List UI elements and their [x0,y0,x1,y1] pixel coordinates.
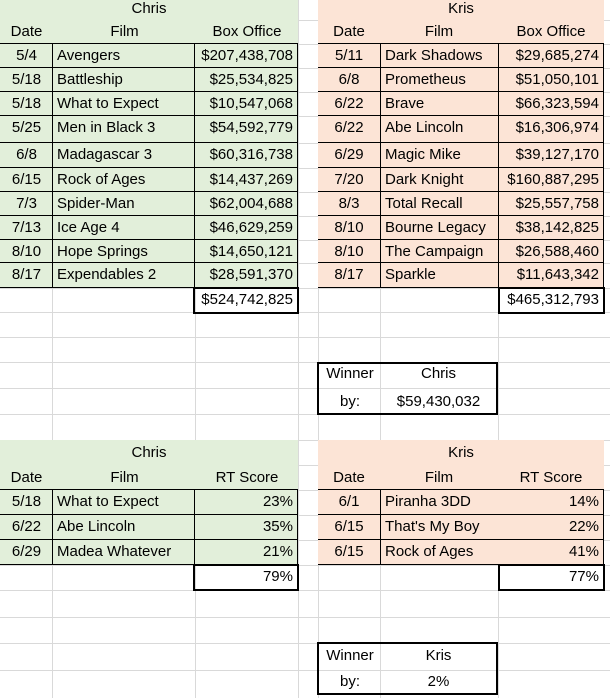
kris-rt-right-border [603,490,604,565]
kris-box-office-date-cell: 6/29 [334,146,364,163]
chris-right-border [297,44,298,288]
chris-box-office-date-cell: 8/10 [11,243,42,260]
chris-box-office-value-cell: $10,547,068 [209,95,293,112]
row-border [0,489,298,490]
kris-rt-film-cell: Rock of Ages [385,543,474,560]
chris-box-office-date-cell: 7/13 [11,219,42,236]
kris-header-box-office: Box Office [516,23,586,40]
row-border [0,262,298,263]
kris-box-office-value-cell: $25,557,758 [515,195,599,212]
box-office-winner-by-label: by: [339,393,360,410]
chris-rt-film-cell: What to Expect [57,493,159,510]
kris-rt-header-film: Film [424,469,454,486]
row-border [318,514,604,515]
kris-box-office-film-cell: Abe Lincoln [385,119,464,136]
row-border [0,215,298,216]
kris-rt-date-cell: 6/1 [338,493,360,510]
chris-box-office-date-cell: 6/8 [16,146,37,163]
chris-rt-value-cell: 35% [262,518,293,535]
row-border [318,91,604,92]
kris-box-office-value-cell: $39,127,170 [515,146,599,163]
chris-box-office-value-cell: $62,004,688 [209,195,293,212]
row-border [0,539,298,540]
kris-box-office-title: Kris [448,0,474,17]
kris-box-office-film-cell: Sparkle [385,266,436,283]
row-border [318,262,604,263]
kris-box-office-date-cell: 7/20 [334,171,364,188]
chris-box-office-date-cell: 5/18 [11,95,42,112]
kris-rt-value-cell: 22% [568,518,599,535]
chris-box-office-date-cell: 5/4 [16,47,37,64]
rt-winner-name: Kris [425,647,452,664]
chris-box-office-value-cell: $46,629,259 [209,219,293,236]
chris-film-value-divider [194,44,195,288]
chris-rt-film-value-divider [194,490,195,565]
kris-box-office-film-cell: Brave [385,95,425,112]
row-border [318,239,604,240]
kris-box-office-date-cell: 6/22 [334,95,364,112]
chris-rt-header-film: Film [110,469,139,486]
chris-date-film-divider [52,44,53,288]
row-border [318,167,604,168]
chris-rt-date-film-divider [52,490,53,565]
kris-right-border [603,44,604,288]
kris-box-office-value-cell: $38,142,825 [515,219,599,236]
kris-box-office-film-cell: Bourne Legacy [385,219,486,236]
kris-box-office-date-cell: 8/3 [338,195,360,212]
rt-winner-label: Winner [326,647,374,664]
chris-box-office-film-cell: Men in Black 3 [57,119,156,136]
kris-box-office-date-cell: 8/10 [334,243,364,260]
chris-box-office-title: Chris [131,0,167,17]
kris-box-office-value-cell: $66,323,594 [515,95,599,112]
rt-winner-margin: 2% [427,673,450,690]
kris-box-office-film-cell: Total Recall [385,195,463,212]
kris-rt-date-film-divider [380,490,381,565]
kris-header-date: Date [333,23,365,40]
chris-rt-right-border [297,490,298,565]
row-border [318,115,604,116]
kris-box-office-film-cell: Prometheus [385,71,466,88]
chris-rt-header-date: Date [10,469,43,486]
rt-winner-by-label: by: [339,673,360,690]
kris-box-office-value-cell: $29,685,274 [515,47,599,64]
chris-box-office-date-cell: 8/17 [11,266,42,283]
chris-rt-total: 79% [262,568,293,585]
row-border [318,43,604,44]
chris-box-office-total: $524,742,825 [201,291,293,308]
chris-box-office-film-cell: What to Expect [57,95,159,112]
kris-box-office-value-cell: $26,588,460 [515,243,599,260]
row-border [318,142,604,143]
chris-box-office-film-cell: Avengers [57,47,121,64]
row-border [318,191,604,192]
chris-box-office-value-cell: $54,592,779 [209,119,293,136]
row-border [0,514,298,515]
kris-box-office-date-cell: 5/11 [334,47,364,64]
kris-header-film: Film [424,23,454,40]
kris-date-film-divider [380,44,381,288]
chris-box-office-film-cell: Expendables 2 [57,266,157,283]
chris-rt-title: Chris [131,444,167,461]
chris-box-office-date-cell: 5/25 [11,119,42,136]
kris-rt-total: 77% [568,568,599,585]
kris-rt-header-date: Date [333,469,365,486]
row-border [0,167,298,168]
chris-box-office-date-cell: 7/3 [16,195,37,212]
kris-rt-value-cell: 14% [568,493,599,510]
chris-rt-value-cell: 23% [262,493,293,510]
kris-rt-date-cell: 6/15 [334,543,364,560]
kris-box-office-date-cell: 8/10 [334,219,364,236]
chris-header-box-office: Box Office [212,23,282,40]
row-border [0,67,298,68]
kris-box-office-value-cell: $160,887,295 [507,171,599,188]
box-office-winner-label: Winner [326,365,374,382]
kris-rt-film-cell: That's My Boy [385,518,480,535]
chris-box-office-value-cell: $207,438,708 [201,47,293,64]
row-border [318,67,604,68]
chris-rt-header-score: RT Score [215,469,279,486]
chris-box-office-value-cell: $14,650,121 [209,243,293,260]
kris-box-office-value-cell: $11,643,342 [516,266,599,283]
chris-box-office-value-cell: $28,591,370 [209,266,293,283]
chris-box-office-film-cell: Ice Age 4 [57,219,120,236]
box-office-winner-margin: $59,430,032 [396,393,481,410]
kris-box-office-film-cell: Dark Shadows [385,47,483,64]
row-border [0,43,298,44]
chris-rt-date-cell: 6/22 [11,518,42,535]
chris-box-office-film-cell: Battleship [57,71,123,88]
row-border [318,489,604,490]
row-border [0,142,298,143]
chris-rt-date-cell: 5/18 [11,493,42,510]
chris-box-office-value-cell: $14,437,269 [209,171,293,188]
kris-film-value-divider [498,44,499,288]
chris-rt-value-cell: 21% [262,543,293,560]
chris-box-office-film-cell: Rock of Ages [57,171,146,188]
row-border [0,91,298,92]
chris-box-office-film-cell: Madagascar 3 [57,146,153,163]
kris-rt-title: Kris [448,444,474,461]
kris-rt-value-cell: 41% [568,543,599,560]
chris-rt-film-cell: Abe Lincoln [57,518,136,535]
chris-header-date: Date [10,23,43,40]
kris-box-office-film-cell: Dark Knight [385,171,464,188]
chris-box-office-value-cell: $60,316,738 [209,146,293,163]
kris-box-office-value-cell: $51,050,101 [515,71,599,88]
chris-box-office-value-cell: $25,534,825 [209,71,293,88]
kris-box-office-date-cell: 8/17 [334,266,364,283]
kris-box-office-film-cell: The Campaign [385,243,484,260]
chris-box-office-film-cell: Hope Springs [57,243,148,260]
row-border [0,115,298,116]
kris-box-office-value-cell: $16,306,974 [515,119,599,136]
kris-box-office-date-cell: 6/8 [338,71,360,88]
kris-box-office-film-cell: Magic Mike [385,146,461,163]
chris-box-office-date-cell: 5/18 [11,71,42,88]
chris-box-office-film-cell: Spider-Man [57,195,135,212]
box-office-winner-name: Chris [420,365,456,382]
kris-rt-header-score: RT Score [519,469,583,486]
chris-rt-film-cell: Madea Whatever [57,543,172,560]
kris-rt-film-cell: Piranha 3DD [385,493,471,510]
kris-box-office-total: $465,312,793 [507,291,599,308]
kris-rt-date-cell: 6/15 [334,518,364,535]
row-border [0,239,298,240]
chris-box-office-date-cell: 6/15 [11,171,42,188]
chris-rt-date-cell: 6/29 [11,543,42,560]
row-border [318,215,604,216]
row-border [0,191,298,192]
chris-header-film: Film [110,23,139,40]
row-border [318,539,604,540]
kris-box-office-date-cell: 6/22 [334,119,364,136]
